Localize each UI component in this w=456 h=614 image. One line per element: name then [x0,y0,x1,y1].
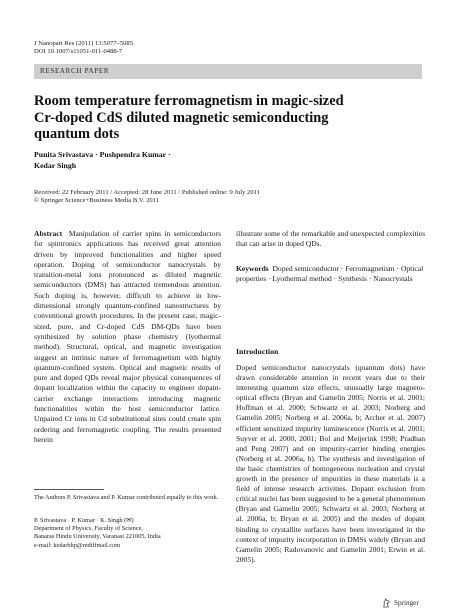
footnote-divider [34,489,104,490]
author-line-2: Kedar Singh [34,160,77,170]
publication-dates [34,189,424,206]
keywords-label: Keywords [236,264,269,273]
affiliation-university: Banaras Hindu University, Varanasi 221005, India [34,533,161,541]
copyright-line: © Springer Science+Business Media B.V. 2011 [34,197,160,205]
affiliation-authors: P. Srivastava · P. Kumar · K. Singh (✉) [34,517,134,524]
doi-line: DOI 10.1007/s11051-011-0488-7 [34,48,123,56]
article-type-banner [34,64,422,79]
affiliation-department: Department of Physics, Faculty of Science, [34,525,143,533]
abstract-paragraph [34,229,221,445]
left-column [34,229,221,445]
paper-title: Room temperature ferromagnetism in magic-sized Cr-doped CdS diluted magnetic semiconducting quantum dots [34,93,344,142]
keywords-text: Doped semiconductor · Ferromagnetism · Optical properties · Lyothermal method · Synthesis · Nanocrystals [236,264,424,284]
publisher-logo [382,598,419,608]
author-list [34,150,294,171]
keywords-block [236,264,425,285]
journal-citation: J Nanopart Res (2011) 13:5077–5085 [34,40,134,47]
right-column [236,229,425,250]
article-type-label: RESEARCH PAPER [40,67,110,75]
date-history: Received: 22 February 2011 / Accepted: 28 June 2011 / Published online: 9 July 2011 [34,189,260,196]
affiliation-email[interactable]: e-mail: kedarbhp@rediffmail.com [34,541,121,549]
contribution-note: The Authors P. Srivastava and P. Kumar contributed equally to this work. [34,494,219,501]
author-line-1: Punita Srivastava · Pushpendra Kumar · [34,150,171,159]
publisher-name: Springer [394,599,419,607]
introduction-heading: Introduction [236,347,279,356]
introduction-paragraph: Doped semiconductor nanocrystals (quantum dots) have drawn considerable attention in recent years due to their interesting quantum size effects, unusually large magneto-optical effects (Bryan and Gamelin 2005; Norris et al. 2001; Hoffman et al. 2000; Schwartz et al. 2003; Norberg and Gamelin 2005; Norberg et al. 2006a, b; Archer et al. 2007) efficient sensitized impurity luminescence (Norris et al. 2001; Suyver et al. 2000, 2001; Bol and Meijerink 1998; Pradhan and Peng 2007) and on impurity-carrier binding energies (Norberg et al. 2006a, b). The synthesis and investigation of the basic chemistries of homogeneous nucleation and crystal growth in the presence of impurities in these materials is a field of intense research activities. Dopant exclusion from critical nuclei has been suggested to be a general phenomenon (Bryan and Gamelin 2005; Schwartz et al. 2003; Norberg et al. 2006a, b; Bryan et al. 2005) and the modes of dopant binding to crystallite surfaces have been investigated in the context of impurity incorporation in DMSs widely (Bryan and Gamelin 2005; Radovanovic and Gamelin 2001; Erwin et al. 2005). [236,363,425,564]
affiliation-block [34,517,221,550]
journal-header [34,40,133,57]
abstract-label: Abstract [34,229,63,238]
abstract-continuation: illustrate some of the remarkable and unexpected complexities that can arise in doped QDs. [236,229,425,249]
abstract-text: Manipulation of carrier spins in semiconductors for spintronics applications has received great attention driven by improved functionalities and higher speed operation. Doping of semiconductor nanocrystals by transition-metal ions pronounced as diluted magnetic semiconductors (DMS) has attracted tremendous attention. Such doping is, however, difficult to achieve in low-dimensional strongly quantum-confined nanostructures by conventional growth procedures. In the present case, magic-sized, pure, and Cr-doped CdS DM-QDs have been synthesized by solution phase chemistry (lyothermal method). Structural, optical, and magnetic investigation suggest an intrinsic nature of ferromagnetism with highly quantum-confined system. Optical and magnetic results of pure and doped QDs reveal major physical consequences of dopant localization within the capacity to engineer dopant-carrier exchange interactions introducing magnetic functionalities within the host semiconductor lattice. Unpaired Cr ions in Cd substitutional sites could create spin ordering and ferromagnetic coupling. The results presented herein [34,229,221,444]
springer-horse-icon [382,598,391,608]
